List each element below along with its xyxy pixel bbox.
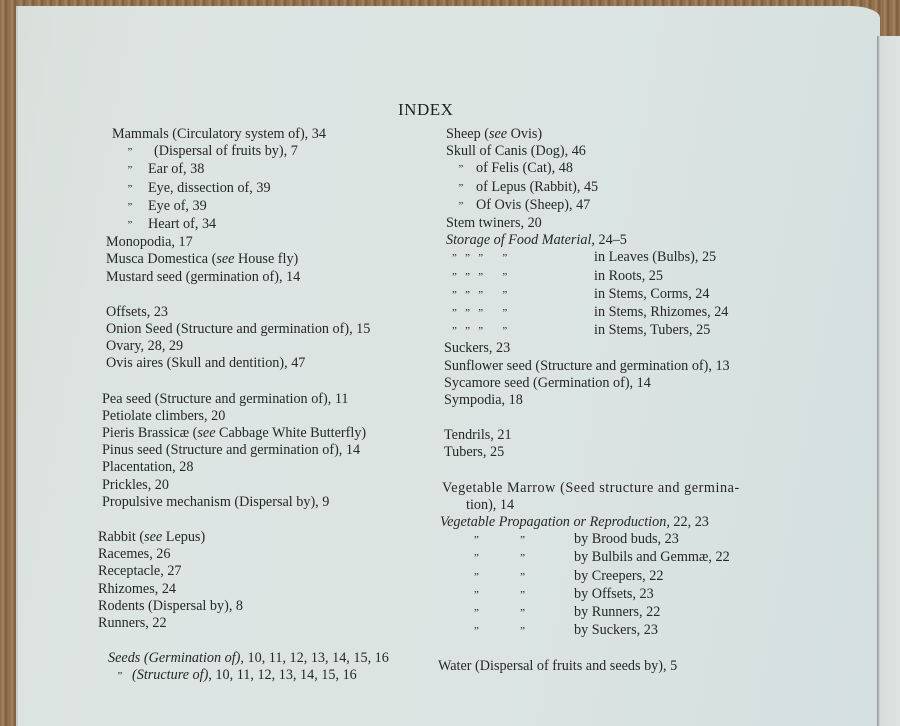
index-subentry: ” Ear of, 38 [112, 161, 442, 179]
index-entry: Rodents (Dispersal by), 8 [98, 597, 244, 614]
index-entry: Mammals (Circulatory system of), 34 [112, 126, 326, 142]
index-entry: Racemes, 26 [98, 546, 171, 563]
index-entry: Storage of Food Material, 24–5 [446, 232, 627, 249]
index-entry: Pea seed (Structure and germination of), 11 [102, 390, 349, 407]
index-subentry: ” ” by Suckers, 23 [446, 622, 766, 640]
index-entry: Offsets, 23 [106, 303, 169, 320]
index-entry: Skull of Canis (Dog), 46 [446, 143, 586, 160]
index-entry: Rabbit (see Lepus) [98, 529, 206, 546]
index-entry: Sympodia, 18 [444, 392, 523, 409]
page-title: INDEX [398, 100, 454, 119]
adjacent-page [877, 36, 900, 726]
ditto-marks: ” ” [474, 534, 526, 547]
index-entry: Prickles, 20 [102, 476, 169, 493]
ditto-mark: ” [458, 199, 464, 212]
ditto-marks: ” ” [474, 607, 526, 620]
index-entry: Tubers, 25 [444, 444, 505, 461]
index-entry-continued: tion), 14 [466, 496, 515, 513]
index-subentry: ” of Lepus (Rabbit), 45 [446, 179, 766, 197]
index-entry: Pinus seed (Structure and germination of), 14 [102, 442, 361, 459]
index-subentry: ” ” ” ” in Roots, 25 [446, 268, 766, 286]
index-entry: Musca Domestica (see House fly) [106, 251, 299, 268]
ditto-marks: ” ” ” ” [452, 270, 508, 283]
index-subentry: ” ” ” ” in Stems, Corms, 24 [446, 286, 766, 304]
index-entry: Rhizomes, 24 [98, 580, 177, 597]
ditto-marks: ” ” ” ” [452, 288, 508, 301]
index-subentry: ” (Dispersal of fruits by), 7 [112, 143, 442, 161]
index-subentry: ” ” by Bulbils and Gemmæ, 22 [446, 549, 766, 567]
index-entry: Sycamore seed (Germination of), 14 [444, 374, 651, 391]
index-entry: Ovary, 28, 29 [106, 338, 184, 355]
ditto-marks: ” ” ” ” [452, 307, 508, 320]
index-subentry: ” ” by Creepers, 22 [446, 568, 766, 586]
index-column-right [438, 126, 766, 676]
index-subentry: ” of Felis (Cat), 48 [446, 160, 766, 178]
ditto-mark: ” [127, 219, 133, 232]
index-entry: Sunflower seed (Structure and germination of), 13 [444, 357, 730, 374]
ditto-marks: ” ” ” ” [452, 252, 508, 265]
index-column-left [98, 126, 442, 686]
ditto-marks: ” ” [474, 588, 526, 601]
index-subentry: ” ” by Runners, 22 [446, 604, 766, 622]
index-subentry: ” Eye, dissection of, 39 [112, 180, 442, 198]
index-entry: Seeds (Germination of), 10, 11, 12, 13, 14, 15, 16 [108, 650, 389, 667]
index-entry: Vegetable Marrow (Seed structure and germina- [442, 479, 740, 496]
ditto-marks: ” ” [474, 625, 526, 638]
index-subentry: ” (Structure of), 10, 11, 12, 13, 14, 15, 16 [108, 667, 438, 685]
index-subentry: ” ” ” ” in Leaves (Bulbs), 25 [446, 249, 766, 267]
index-entry: Propulsive mechanism (Dispersal by), 9 [102, 493, 330, 510]
ditto-marks: ” ” [474, 552, 526, 565]
ditto-mark: ” [117, 670, 123, 683]
index-entry: Sheep (see Ovis) [446, 126, 543, 142]
index-subentry: ” Eye of, 39 [112, 198, 442, 216]
index-subentry: ” Heart of, 34 [112, 216, 442, 234]
index-entry: Onion Seed (Structure and germination of), 15 [106, 321, 371, 338]
index-entry: Mustard seed (germination of), 14 [106, 268, 301, 285]
index-entry: Water (Dispersal of fruits and seeds by), 5 [438, 658, 678, 675]
ditto-marks: ” ” ” ” [452, 325, 508, 338]
index-entry: Stem twiners, 20 [446, 215, 542, 232]
ditto-mark: ” [127, 200, 133, 213]
index-entry: Placentation, 28 [102, 459, 194, 476]
ditto-mark: ” [127, 146, 133, 159]
index-entry: Suckers, 23 [444, 340, 511, 357]
index-entry: Ovis aires (Skull and dentition), 47 [106, 355, 306, 372]
ditto-mark: ” [458, 181, 464, 194]
index-subentry: ” ” by Offsets, 23 [446, 586, 766, 604]
index-subentry: ” ” ” ” in Stems, Tubers, 25 [446, 322, 766, 340]
index-subentry: ” ” by Brood buds, 23 [446, 531, 766, 549]
ditto-mark: ” [127, 164, 133, 177]
index-entry: Tendrils, 21 [444, 427, 512, 444]
ditto-marks: ” ” [474, 570, 526, 583]
index-entry: Runners, 22 [98, 615, 167, 632]
index-subentry: ” Of Ovis (Sheep), 47 [446, 197, 766, 215]
ditto-mark: ” [127, 182, 133, 195]
index-entry: Pieris Brassicæ (see Cabbage White Butterfly) [102, 425, 367, 442]
index-entry: Petiolate climbers, 20 [102, 407, 226, 424]
index-entry: Receptacle, 27 [98, 563, 182, 580]
index-entry: Monopodia, 17 [106, 234, 193, 251]
ditto-mark: ” [458, 163, 464, 176]
index-subentry: ” ” ” ” in Stems, Rhizomes, 24 [446, 304, 766, 322]
index-entry: Vegetable Propagation or Reproduction, 22, 23 [440, 514, 709, 531]
